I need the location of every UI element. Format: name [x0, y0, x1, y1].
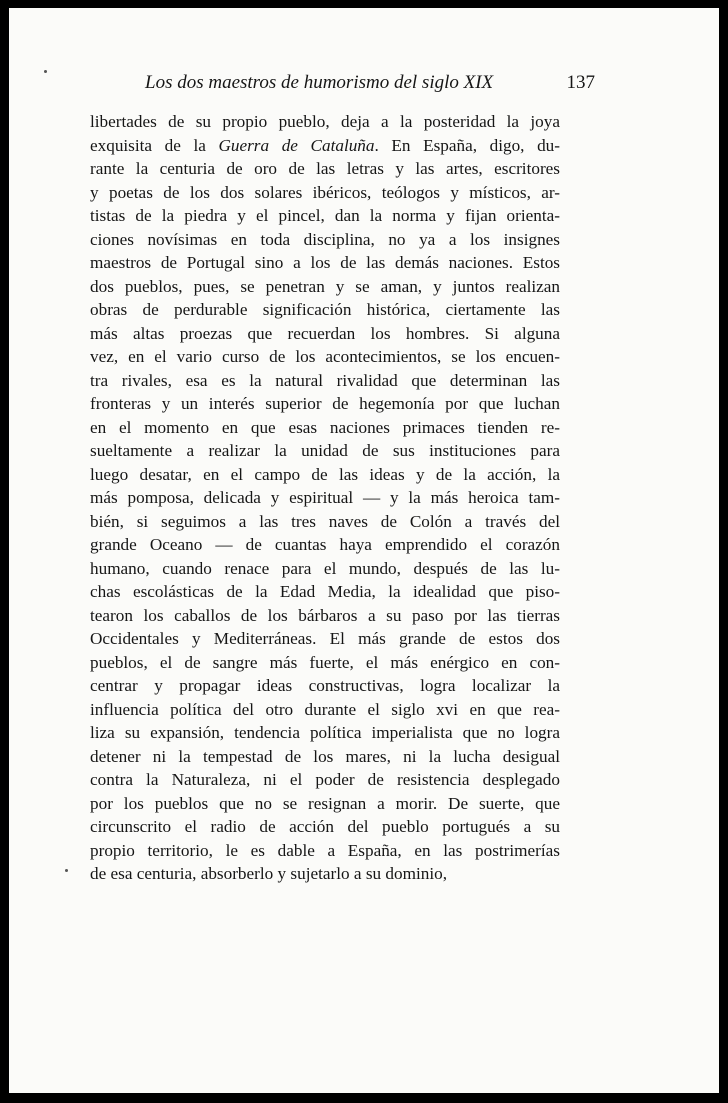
text-segment: pueblos, el de sangre más fuerte, el más enérgico en con- — [90, 652, 560, 672]
text-line — [90, 369, 560, 393]
text-segment: libertades de su propio pueblo, deja a la posteridad la joya — [90, 112, 560, 131]
text-segment: propio territorio, le es dable a España, en las postrimerías — [90, 840, 560, 860]
text-segment: vez, en el vario curso de los acontecimientos, se los encuen- — [90, 347, 560, 366]
book-page — [9, 8, 719, 1093]
text-line — [90, 698, 560, 722]
text-segment: Occidentales y Mediterráneas. El más grande de estos dos — [90, 629, 560, 648]
text-segment: bién, si seguimos a las tres naves de Colón a través del — [90, 511, 560, 531]
text-segment: sueltamente a realizar la unidad de sus instituciones para — [90, 441, 560, 460]
text-segment: dos pueblos, pues, se penetran y se aman, y juntos realizan — [90, 276, 560, 296]
text-line — [90, 345, 560, 369]
text-segment: tearon los caballos de los bárbaros a su paso por las tierras — [90, 605, 560, 625]
text-segment: y poetas de los dos solares ibéricos, teólogos y místicos, ar- — [90, 182, 560, 202]
text-segment: rante la centuria de oro de las letras y las artes, escritores — [90, 159, 560, 178]
dust-speck — [44, 70, 47, 73]
text-segment: liza su expansión, tendencia política imperialista que no logra — [90, 723, 560, 742]
text-line — [90, 416, 560, 440]
text-line — [90, 815, 560, 839]
text-line — [90, 157, 560, 181]
text-line — [90, 839, 560, 863]
text-segment: chas escolásticas de la Edad Media, la idealidad que piso- — [90, 582, 560, 601]
text-line — [90, 228, 560, 252]
text-line — [90, 533, 560, 557]
text-line — [90, 134, 560, 158]
text-line — [90, 580, 560, 604]
text-line — [90, 627, 560, 651]
text-line — [90, 204, 560, 228]
text-line — [90, 604, 560, 628]
text-segment: contra la Naturaleza, ni el poder de resistencia desplegado — [90, 770, 560, 789]
text-line — [90, 510, 560, 534]
text-line — [90, 674, 560, 698]
text-line — [90, 745, 560, 769]
text-segment: obras de perdurable significación histórica, ciertamente las — [90, 300, 560, 319]
text-line — [90, 792, 560, 816]
text-line — [90, 298, 560, 322]
dust-speck — [65, 869, 68, 872]
text-segment: grande Oceano — de cuantas haya emprendido el corazón — [90, 535, 560, 554]
italic-title-text: Guerra de Cataluña — [218, 135, 375, 155]
text-segment: circunscrito el radio de acción del pueblo portugués a su — [90, 817, 560, 836]
text-segment: más altas proezas que recuerdan los hombres. Si alguna — [90, 323, 560, 343]
text-segment: más pomposa, delicada y espiritual — y la más heroica tam- — [90, 488, 560, 507]
text-line — [90, 486, 560, 510]
text-line — [90, 322, 560, 346]
text-segment: exquisita de la — [90, 135, 219, 155]
text-segment: centrar y propagar ideas constructivas, logra localizar la — [90, 676, 560, 695]
text-segment: en el momento en que esas naciones primaces tienden re- — [90, 417, 560, 437]
text-segment: fronteras y un interés superior de hegemonía por que luchan — [90, 394, 560, 413]
text-line — [90, 557, 560, 581]
text-segment: influencia política del otro durante el siglo xvi en que rea- — [90, 699, 560, 719]
text-segment: humano, cuando renace para el mundo, después de las lu- — [90, 558, 560, 578]
page-number: 137 — [566, 72, 595, 93]
text-line — [90, 181, 560, 205]
text-line — [90, 439, 560, 463]
text-line — [90, 392, 560, 416]
text-segment: de esa centuria, absorberlo y sujetarlo a su dominio, — [90, 864, 448, 883]
text-segment: ciones novísimas en toda disciplina, no ya a los insignes — [90, 229, 560, 249]
text-segment: por los pueblos que no se resignan a morir. De suerte, que — [90, 793, 560, 813]
text-line — [90, 862, 560, 886]
text-line — [90, 110, 560, 134]
running-header — [145, 72, 595, 102]
text-line — [90, 651, 560, 675]
text-line — [90, 463, 560, 487]
text-line — [90, 275, 560, 299]
text-segment: tistas de la piedra y el pincel, dan la norma y fijan orienta- — [90, 206, 560, 225]
text-segment: tra rivales, esa es la natural rivalidad que determinan las — [90, 370, 560, 390]
text-segment: detener ni la tempestad de los mares, ni la lucha desigual — [90, 746, 560, 766]
text-segment: luego desatar, en el campo de las ideas y de la acción, la — [90, 464, 560, 484]
text-line — [90, 721, 560, 745]
running-title: Los dos maestros de humorismo del siglo XIX — [145, 72, 494, 93]
text-segment: maestros de Portugal sino a los de las demás naciones. Estos — [90, 253, 560, 272]
text-line — [90, 251, 560, 275]
text-segment: . En España, digo, du- — [374, 135, 560, 155]
body-text — [90, 110, 560, 886]
text-line — [90, 768, 560, 792]
